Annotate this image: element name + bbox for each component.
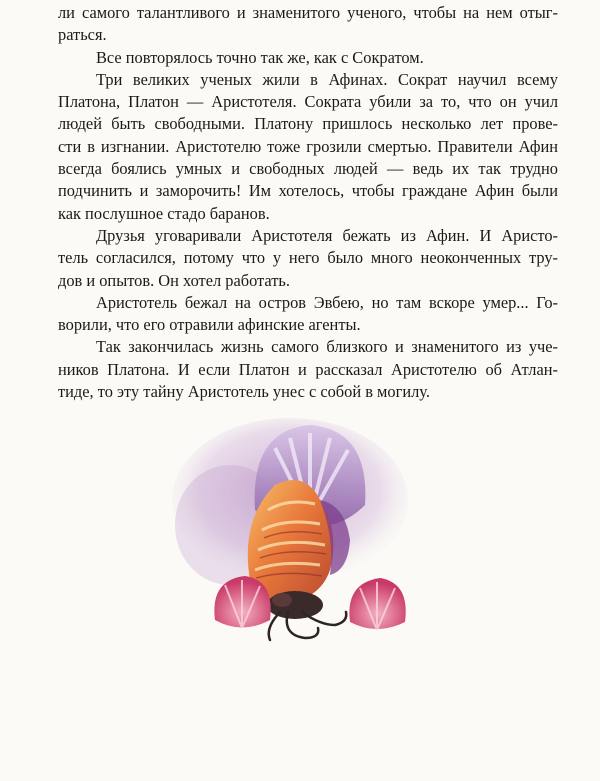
text-line: дов и опытов. Он хотел работать. (58, 270, 291, 290)
text-line: Так закончилась жизнь самого близкого и знаменитого из уче- (96, 337, 558, 357)
text-line: тиде, то эту тайну Аристотель унес с собой в могилу. (58, 382, 430, 402)
text-line: ников Платона. И если Платон и рассказал Аристотелю об Атлан- (58, 359, 558, 379)
text-line: сти в изгнании. Аристотелю тоже грозили смертью. Правители Афин (58, 136, 558, 156)
text-line: тель согласился, потому что у него было много неоконченных тру- (58, 248, 558, 268)
body-text (58, 2, 558, 403)
text-line: Три великих ученых жили в Афинах. Сократ научил всему (96, 69, 558, 89)
text-line: раться. (58, 25, 107, 45)
text-line: всегда боялись умных и свободных людей — ведь их так трудно (58, 159, 558, 179)
text-line: Друзья уговаривали Аристотеля бежать из Афин. И Аристо- (96, 225, 558, 245)
right-pink-shell (349, 578, 405, 630)
seashell-illustration (170, 400, 430, 670)
text-line: Аристотель бежал на остров Эвбею, но там вскоре умер... Го- (96, 292, 558, 312)
text-line: Платона, Платон — Аристотеля. Сократа убили за то, что он учил (58, 92, 558, 112)
text-line: как послушное стадо баранов. (58, 203, 270, 223)
text-line: ворили, что его отравили афинские агенты. (58, 315, 361, 335)
text-line: людей быть свободными. Платону пришлось несколько лет прове- (58, 114, 558, 134)
text-line: Все повторялось точно так же, как с Сократом. (96, 47, 424, 67)
text-line: подчинить и заморочить! Им хотелось, чтобы граждане Афин были (58, 181, 558, 201)
text-line: ли самого талантливого и знаменитого ученого, чтобы на нем отыг- (58, 3, 558, 22)
